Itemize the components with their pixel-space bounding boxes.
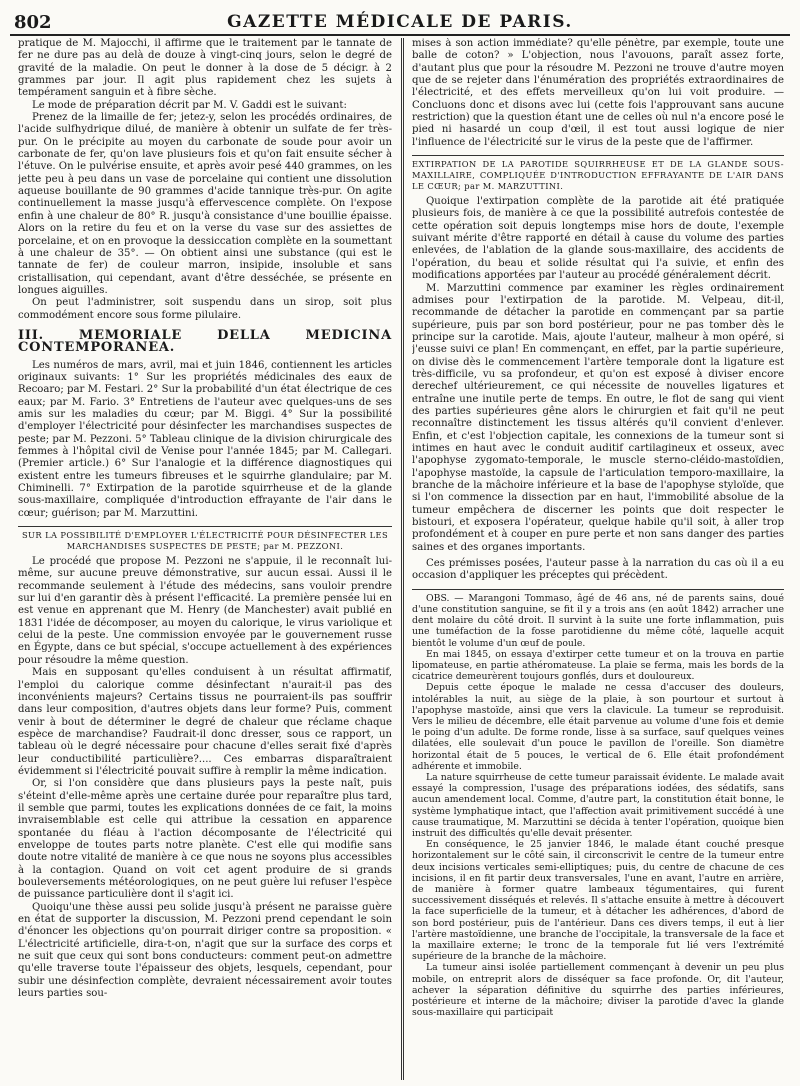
paragraph: Or, si l'on considère que dans plusieurs pays la peste naît, puis s'éteint d'elle-même après une certaine durée pour reparaître plus tard, il semble que parmi, toutes les explications données de ce fait, la moins invraisemblable est celle qui attribue la cessation en apparence spontanée du fléau à l'action décomposante de l'électricité qui enveloppe de toutes parts notre planète. C'est elle qui modifie sans doute notre vitalité de manière à ce que nous ne soyons plus accessibles à la contagion. Quand on voit cet agent produire de si grands bouleversements météorologiques, on ne peut guère lui refuser l'espèce de puissance particulière dont il s'agit ici. (18, 778, 392, 901)
paragraph: Le mode de préparation décrit par M. V. Gaddi est le suivant: (32, 99, 347, 111)
article-subhead: SUR LA POSSIBILITÉ D'EMPLOYER L'ÉLECTRICITÉ POUR DÉSINFECTER LES MARCHANDISES SUSPECTES DE PESTE; par M. PEZZONI. (21, 530, 389, 552)
paragraph: mises à son action immédiate? qu'elle pénètre, par exemple, toute une balle de coton? » L'objection, nous l'avouons, paraît assez forte, d'autant plus que pour la résoudre M. Pezzoni ne trouve d'autre moyen que de se rejeter dans l'énumération des propriétés extraordinaires de l'électricité, et des effets merveilleux qu'on lui voit produire. — Concluons donc et disons avec lui (cette fois l'approuvant sans aucune restriction) que la question étant une de celles où nul n'a encore posé le pied ni hasardé un coup d'œil, il est tout aussi logique de nier l'influence de l'électricité sur le virus de la peste que de l'affirmer. (412, 38, 784, 148)
paragraph: OBS. — Marangoni Tommaso, âgé de 46 ans, né de parents sains, doué d'une constitution sanguine, se fit il y a trois ans (en août 1842) arracher une dent molaire du côté droit. Il survint à la suite une forte inflammation, puis une tuméfaction de la fosse parotidienne du même côté, laquelle acquit bientôt le volume d'un œuf de poule. (412, 592, 784, 649)
paragraph: Ces prémisses posées, l'auteur passe à la narration du cas où il a eu occasion d'appliquer les préceptes qui précèdent. (412, 558, 784, 582)
paragraph: M. Marzuttini commence par examiner les règles ordinairement admises pour l'extirpation de la parotide. M. Velpeau, dit-il, recommande de détacher la parotide en commençant par sa partie supérieure, puis par son bord postérieur, pour ne pas tomber dès le principe sur la carotide. Mais, ajoute l'auteur, malheur à mon opéré, si j'eusse suivi ce plan! En commençant, en effet, par la partie supérieure, on divise dès le commencement l'artère temporale dont la ligature est très-difficile, vu sa profondeur, et qu'on est exposé à diviser encore derechef ultérieurement, ce qui nécessite de nouvelles ligatures et entraîne une inutile perte de temps. En outre, le flot de sang qui vient des parties supérieures gêne alors le chirurgien et fait qu'il ne peut reconnaître distinctement les tissus altérés qu'il convient d'enlever. Enfin, et c'est l'objection capitale, les connexions de la tumeur sont si intimes en haut avec le conduit auditif cartilagineux et osseux, avec l'apophyse zygomato-temporale, le muscle sterno-cléido-mastoïdien, l'apophyse mastoïde, la capsule de l'articulation temporo-maxillaire, la branche de la mâchoire inférieure et la base de l'apophyse styloïde, que si l'on commence la dissection par en haut, l'immobilité absolue de la tumeur empêchera de discerner les points que doit respecter le bistouri, et exposera l'opérateur, quelque habile qu'il soit, à aller trop profondément et à couper en pure perte et non sans danger des parties saines et des organes importants. (412, 282, 784, 553)
paragraph: Les numéros de mars, avril, mai et juin 1846, contiennent les articles originaux suivants: 1° Sur les propriétés médicinales des eaux de Recoaro; par M. Festari. 2° Sur la probabilité d'un état électrique de ces eaux; par M. Fario. 3° Entretiens de l'auteur avec quelques-uns de ses amis sur les maladies du cœur; par M. Biggi. 4° Sur la possibilité d'employer l'électricité pour désinfecter les marchandises suspectes de peste; par M. Pezzoni. 5° Tableau clinique de la division chirurgicale des femmes à l'hôpital civil de Venise pour l'année 1845; par M. Callegari. (Premier article.) 6° Sur l'analogie et la différence diagnostiques qui existent entre les tumeurs fibreuses et le squirrhe glandulaire; par M. Chiminelli. 7° Extirpation de la parotide squirrheuse et de la glande sous-maxillaire, compliquée d'introduction effrayante de l'air dans le cœur; guérison; par M. Marzuttini. (18, 359, 392, 519)
page-number: 802 (14, 12, 52, 33)
paragraph: En mai 1845, on essaya d'extirper cette tumeur et on la trouva en partie lipomateuse, en partie athéromateuse. La plaie se ferma, mais les bords de la cicatrice demeurèrent toujours gonflés, durs et douloureux. (412, 648, 784, 683)
page-title: GAZETTE MÉDICALE DE PARIS. (227, 12, 573, 32)
left-column (18, 38, 392, 1082)
article-subhead: EXTIRPATION DE LA PAROTIDE SQUIRRHEUSE ET DE LA GLANDE SOUS-MAXILLAIRE, COMPLIQUÉE D'INTRODUCTION EFFRAYANTE DE L'AIR DANS LE CŒUR; par M. MARZUTTINI. (412, 159, 784, 192)
paragraph: Mais en supposant qu'elles conduisent à un résultat affirmatif, l'emploi du calorique comme désinfectant n'aurait-il pas des inconvénients majeurs? Certains tissus ne pourraient-ils pas souffrir dans leur composition, d'autres objets dans leur forme? Puis, comment venir à bout de déterminer le degré de chaleur que réclame chaque espèce de marchandise? Faudrait-il donc dresser, sous ce rapport, un tableau où le degré nécessaire pour chacune d'elles serait fixé d'après leur conductibilité particulière?.... Ces embarras disparaîtraient évidemment si l'électricité pouvait suffire à remplir la même indication. (18, 667, 392, 777)
section-title: III. MEMORIALE DELLA MEDICINA CONTEMPORANEA. (18, 327, 392, 356)
divider-rule (412, 155, 784, 156)
divider-rule (18, 526, 392, 527)
paragraph: On peut l'administrer, soit suspendu dans un sirop, soit plus commodément encore sous forme pilulaire. (18, 297, 392, 321)
paragraph: La nature squirrheuse de cette tumeur paraissait évidente. Le malade avait essayé la compression, l'usage des préparations iodées, des sédatifs, sans aucun amendement local. Comme, d'autre part, la constitution était bonne, le système lymphatique intact, que l'affection avait primitivement succédé à une cause traumatique, M. Marzuttini se décida à tenter l'opération, quoique bien instruit des difficultés qu'elle devait présenter. (412, 772, 784, 840)
paragraph: En conséquence, le 25 janvier 1846, le malade étant couché presque horizontalement sur le côté sain, il circonscrivit le centre de la tumeur entre deux incisions verticales semi-elliptiques; puis, du centre de chacune de ces incisions, il en fit partir deux transversales, l'une en avant, l'autre en arrière, de manière à former quatre lambeaux tégumentaires, qui furent successivement disséqués et relevés. Il s'attache ensuite à mettre à découvert la face superficielle de la tumeur, et à détacher les adhérences, d'abord de son bord postérieur, puis de l'antérieur. Dans ces divers temps, il eut à lier l'artère mastoïdienne, une branche de l'occipitale, la transversale de la face et la maxillaire externe; le tronc de la temporale fut lié vers l'extrémité supérieure de la branche de la mâchoire. (412, 839, 784, 963)
divider-rule (412, 589, 784, 590)
paragraph: Prenez de la limaille de fer; jetez-y, selon les procédés ordinaires, de l'acide sulfhydrique dilué, de manière à obtenir un sulfate de fer très-pur. On le précipite au moyen du carbonate de soude pour avoir un carbonate de fer, qu'on lave plusieurs fois et qu'on fait ensuite sécher à l'étuve. On le pulvérise ensuite, et après avoir pesé 440 grammes, on les jette peu à peu dans un vase de porcelaine qui contient une dissolution aqueuse bouillante de 90 grammes d'acide tannique très-pur. On agite continuellement la masse jusqu'à effervescence complète. On l'expose enfin à une chaleur de 80° R. jusqu'à consistance d'une bouillie épaisse. Alors on la retire du feu et on la verse du vase sur des assiettes de porcelaine, et on en provoque la dessiccation complète en la soumettant à une chaleur de 35°. — On obtient ainsi une substance (qui est le tannate de fer) de couleur marron, insipide, insoluble et sans cristallisation, qui cependant, avant d'être desséchée, se présente en longues aiguilles. (18, 112, 392, 296)
column-divider (401, 38, 404, 1080)
paragraph: Quoique l'extirpation complète de la parotide ait été pratiquée plusieurs fois, de manière à ce que la possibilité autrefois contestée de cette opération soit depuis longtemps mise hors de doute, l'exemple suivant mérite d'être rapporté en détail à cause du volume des parties enlevées, de l'ablation de la glande sous-maxillaire, des accidents de l'opération, du beau et solide résultat qui l'a suivie, et enfin des modifications apportées par l'auteur au procédé généralement décrit. (412, 196, 784, 282)
right-column (412, 38, 784, 1082)
page-header (10, 6, 790, 36)
paragraph: Depuis cette époque le malade ne cessa d'accuser des douleurs, intolérables la nuit, au siège de la plaie, à son pourtour et surtout à l'apophyse mastoïde, ainsi que vers la clavicule. La tumeur se reproduisit. Vers le milieu de décembre, elle était parvenue au volume d'une fois et demie le poing d'un adulte. De forme ronde, lisse à sa surface, sauf quelques veines dilatées, elle soulevait d'un pouce le pavillon de l'oreille. Son diamètre horizontal était de 5 pouces, le vertical de 6. Elle était profondément adhérente et immobile. (412, 682, 784, 772)
paragraph: Le procédé que propose M. Pezzoni ne s'appuie, il le reconnaît lui-même, sur aucune preuve démonstrative, sur aucun essai. Aussi il le recommande seulement à l'étude des médecins, sans vouloir prendre sur lui d'en garantir dès à présent l'efficacité. La première pensée lui en est venue en apprenant que M. Henry (de Manchester) avait publié en 1831 l'idée de décomposer, au moyen du calorique, le virus variolique et celui de la peste. Une commission envoyée par le gouvernement russe en Égypte, dans ce but spécial, s'occupe actuellement à des expériences pour résoudre la même question. (18, 556, 392, 666)
paragraph: La tumeur ainsi isolée partiellement commençant à devenir un peu plus mobile, on entreprit alors de disséquer sa face profonde. Or, dit l'auteur, achever la séparation définitive du squirrhe des parties inférieures, postérieure et interne de la mâchoire; diviser la parotide d'avec la glande sous-maxillaire qui participait (412, 962, 784, 1019)
paragraph: Quoiqu'une thèse aussi peu solide jusqu'à présent ne paraisse guère en état de supporter la discussion, M. Pezzoni prend cependant le soin d'énoncer les objections qu'on pourrait diriger contre sa proposition. « L'électricité artificielle, dira-t-on, n'agit que sur la surface des corps et ne suit que ceux qui sont bons conducteurs: comment peut-on admettre qu'elle traverse toute l'épaisseur des objets, lesquels, cependant, pour subir une désinfection complète, devraient nécessairement avoir toutes leurs parties sou- (18, 901, 392, 1000)
paragraph: pratique de M. Majocchi, il affirme que le traitement par le tannate de fer ne dure pas au delà de douze à vingt-cinq jours, selon le degré de gravité de la maladie. On peut le donner à la dose de 5 décigr. à 2 grammes par jour. Il agit plus rapidement chez les sujets à tempérament sanguin et à fibre sèche. (18, 38, 392, 99)
